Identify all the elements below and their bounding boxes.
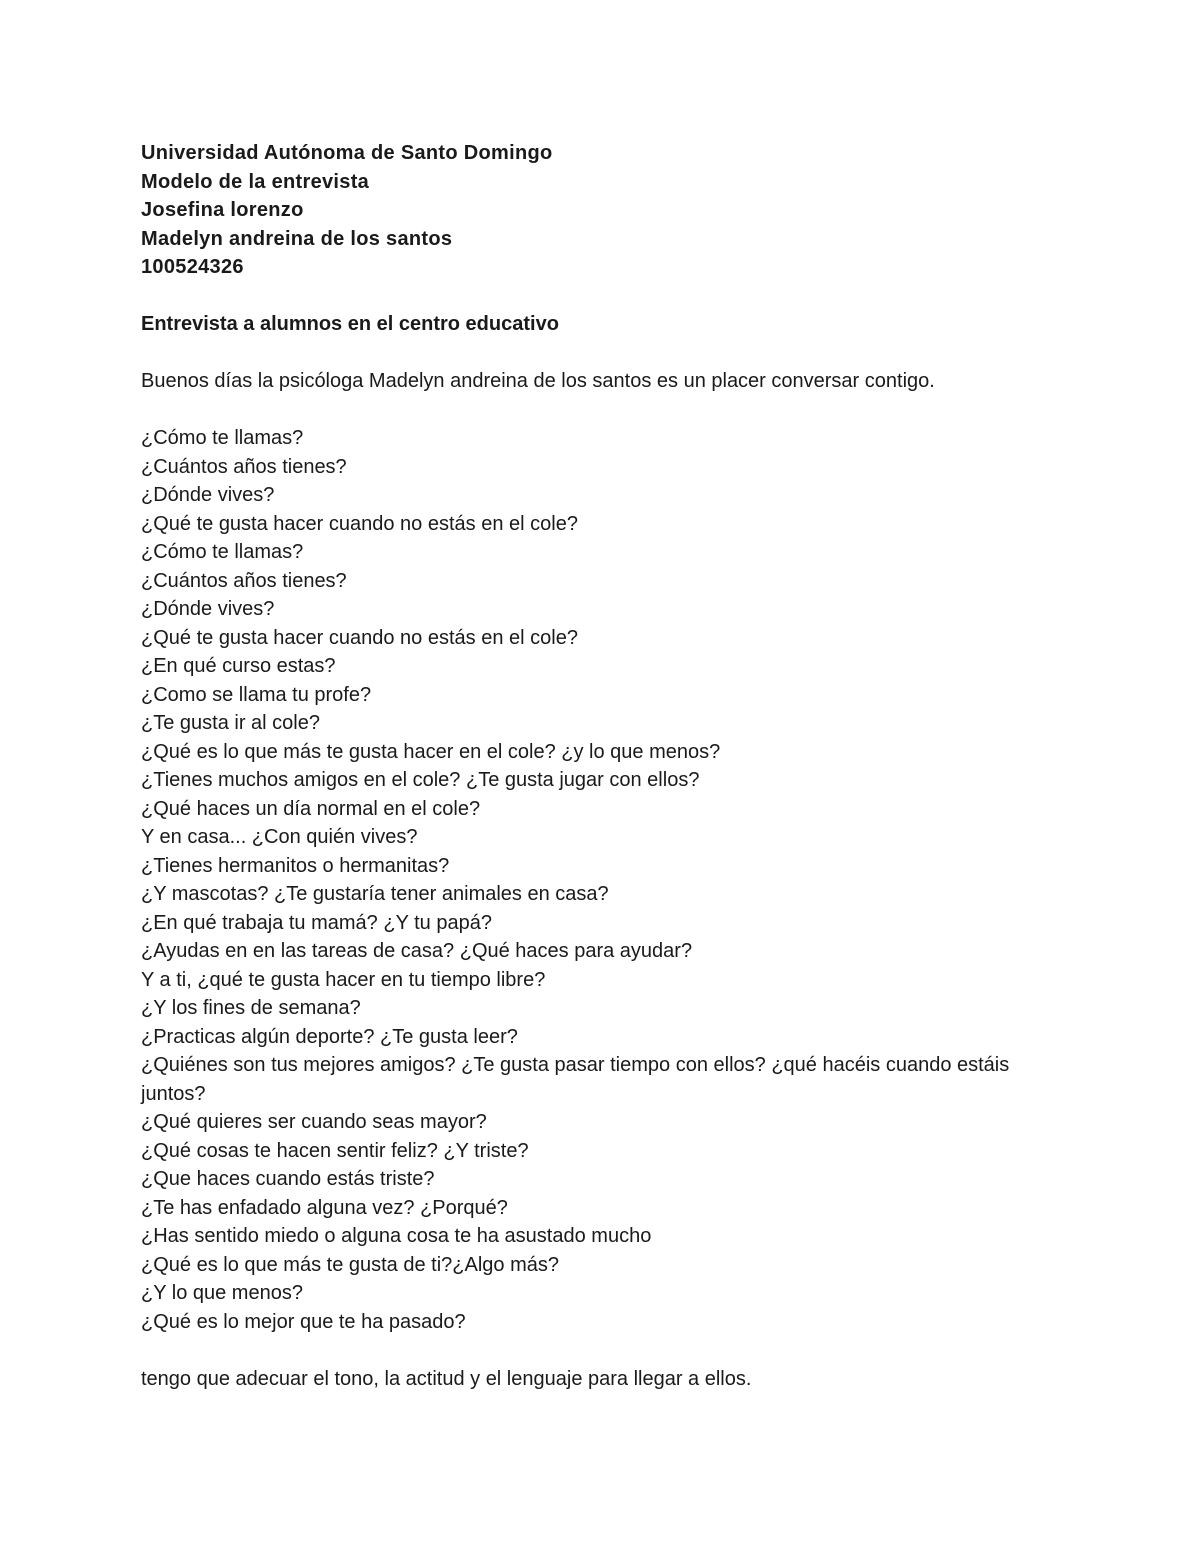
question-item: ¿Practicas algún deporte? ¿Te gusta leer? <box>141 1025 518 1048</box>
question-item: ¿Tienes muchos amigos en el cole? ¿Te gusta jugar con ellos? <box>141 769 700 791</box>
question-item: ¿Te gusta ir al cole? <box>141 712 320 734</box>
document-page <box>141 139 1041 1393</box>
question-item: ¿Y lo que menos? <box>141 1282 303 1304</box>
question-item: ¿Cuántos años tienes? <box>141 455 347 478</box>
question-item: ¿Has sentido miedo o alguna cosa te ha asustado mucho <box>141 1225 652 1247</box>
question-item: ¿Y los fines de semana? <box>141 997 361 1019</box>
document-header <box>141 139 1041 282</box>
closing-paragraph: tengo que adecuar el tono, la actitud y el lenguaje para llegar a ellos. <box>141 1367 752 1390</box>
teacher-name: Josefina lorenzo <box>141 199 304 221</box>
question-item: ¿Tienes hermanitos o hermanitas? <box>141 854 450 877</box>
question-item: ¿Te has enfadado alguna vez? ¿Porqué? <box>141 1196 508 1219</box>
greeting-paragraph: Buenos días la psicóloga Madelyn andreina de los santos es un placer conversar contigo. <box>141 370 935 392</box>
question-item: ¿Qué haces un día normal en el cole? <box>141 797 481 820</box>
question-item: ¿Cómo te llamas? <box>141 427 304 449</box>
question-item: ¿Que haces cuando estás triste? <box>141 1168 435 1190</box>
question-item: ¿Dónde vives? <box>141 598 275 620</box>
question-item: ¿Qué quieres ser cuando seas mayor? <box>141 1111 487 1133</box>
question-item: ¿Y mascotas? ¿Te gustaría tener animales en casa? <box>141 883 609 905</box>
section-title: Entrevista a alumnos en el centro educativo <box>141 313 559 335</box>
question-item: ¿En qué curso estas? <box>141 655 336 677</box>
question-item: ¿Qué es lo que más te gusta hacer en el cole? ¿y lo que menos? <box>141 740 721 763</box>
question-item: ¿En qué trabaja tu mamá? ¿Y tu papá? <box>141 911 492 934</box>
student-id: 100524326 <box>141 256 244 278</box>
question-item: Y en casa... ¿Con quién vives? <box>141 826 418 848</box>
question-item: ¿Qué cosas te hacen sentir feliz? ¿Y triste? <box>141 1139 529 1162</box>
spacer <box>141 396 1041 425</box>
question-item: ¿Qué es lo que más te gusta de ti?¿Algo más? <box>141 1253 559 1276</box>
question-item: ¿Qué te gusta hacer cuando no estás en el cole? <box>141 626 578 649</box>
question-item: ¿Ayudas en en las tareas de casa? ¿Qué haces para ayudar? <box>141 940 693 962</box>
spacer <box>141 339 1041 368</box>
question-item: ¿Cuántos años tienes? <box>141 569 347 592</box>
spacer <box>141 1336 1041 1365</box>
question-item: ¿Como se llama tu profe? <box>141 683 372 706</box>
question-list <box>141 424 1041 1336</box>
university-name: Universidad Autónoma de Santo Domingo <box>141 142 553 164</box>
question-item: ¿Cómo te llamas? <box>141 541 304 563</box>
question-item: ¿Qué te gusta hacer cuando no estás en el cole? <box>141 512 578 535</box>
spacer <box>141 282 1041 311</box>
question-item: ¿Qué es lo mejor que te ha pasado? <box>141 1310 466 1333</box>
question-item: Y a ti, ¿qué te gusta hacer en tu tiempo libre? <box>141 968 546 991</box>
document-type: Modelo de la entrevista <box>141 170 370 193</box>
question-item: ¿Dónde vives? <box>141 484 275 506</box>
question-item: ¿Quiénes son tus mejores amigos? ¿Te gusta pasar tiempo con ellos? ¿qué hacéis cuando estáis juntos? <box>141 1054 1015 1105</box>
student-name: Madelyn andreina de los santos <box>141 227 453 250</box>
